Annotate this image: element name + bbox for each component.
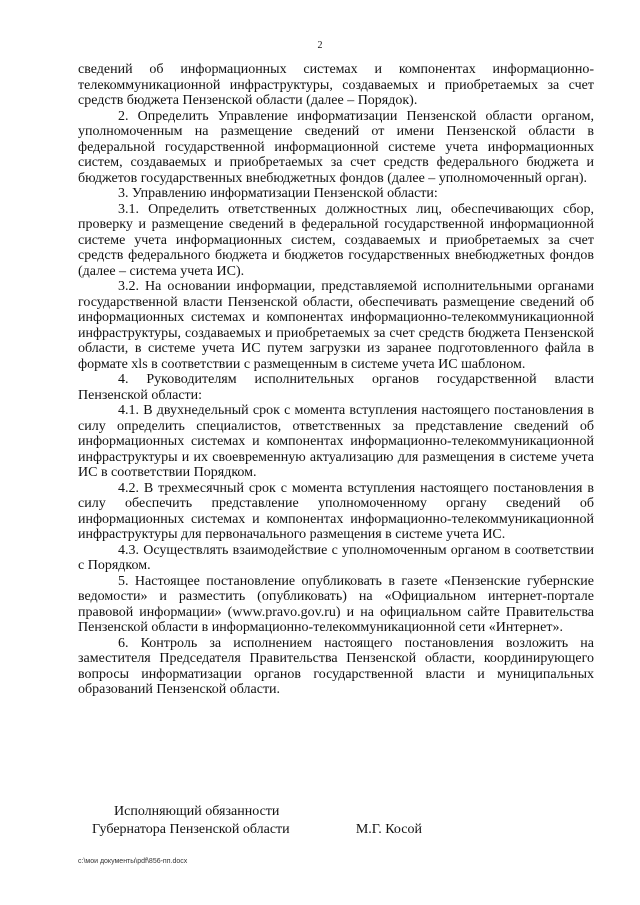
signature-position-line2 — [92, 821, 422, 839]
paragraph-3: 3. Управлению информатизации Пензенской области: — [118, 186, 438, 201]
paragraph-3-2: 3.2. На основании информации, представляемой исполнительными органами государственной власти Пензенской области, обеспечивать размещение сведений об информационных системах и компонентах информационно-телекоммуникационной инфраструктуры, создаваемых и приобретаемых за счет средств бюджета Пензенской области, в системе учета ИС путем загрузки из заранее подготовленного файла в формате xls в соответствии с размещенным в системе учета ИС шаблоном. — [78, 279, 594, 372]
paragraph-6: 6. Контроль за исполнением настоящего постановления возложить на заместителя Председателя Правительства Пензенской области, координирующего вопросы информатизации органов государственной власти и муниципальных образований Пензенской области. — [78, 635, 594, 697]
signatory-name: М.Г. Косой — [355, 822, 422, 837]
paragraph-4-3: 4.3. Осуществлять взаимодействие с уполномоченным органом в соответствии с Порядком. — [78, 542, 594, 573]
signature-position-title: Губернатора Пензенской области — [92, 822, 290, 837]
paragraph-3-1: 3.1. Определить ответственных должностных лиц, обеспечивающих сбор, проверку и размещение сведений в федеральной государственной информационной системе учета информационных систем, создаваемых и приобретаемых за счет средств федерального бюджета и бюджетов государственных внебюджетных фондов (далее – система учета ИС). — [78, 201, 594, 279]
signature-position-line1: Исполняющий обязанности — [114, 804, 280, 819]
paragraph-4-1: 4.1. В двухнедельный срок с момента вступления настоящего постановления в силу определить специалистов, ответственных за представление сведений об информационных системах и компонентах информационно-телекоммуникационной инфраструктуры и их своевременную актуализацию для размещения в системе учета ИС в соответствии Порядком. — [78, 403, 594, 480]
signature-block — [92, 803, 452, 839]
paragraph-5: 5. Настоящее постановление опубликовать в газете «Пензенские губернские ведомости» и разместить (опубликовать) на «Официальном интернет-портале правовой информации» (www.pravo.gov.ru) и на официальном сайте Правительства Пензенской области в информационно-телекоммуникационной сети «Интернет». — [78, 573, 594, 635]
document-body — [78, 62, 594, 698]
footer-file-path: c:\мои документы\pdf\856-пп.docx — [78, 858, 188, 865]
page-number: 2 — [317, 40, 323, 51]
paragraph-4-2: 4.2. В трехмесячный срок с момента вступления настоящего постановления в силу обеспечить представление уполномоченному органу сведений об информационных системах и компонентах информационно-телекоммуникационной инфраструктуры для первоначального размещения в системе учета ИС. — [78, 480, 594, 542]
paragraph-2: 2. Определить Управление информатизации Пензенской области органом, уполномоченным на размещение сведений от имени Пензенской области в федеральной государственной информационной системе учета информационных систем, создаваемых и приобретаемых за счет средств федерального бюджета и бюджетов государственных внебюджетных фондов (далее – уполномоченный орган). — [78, 108, 594, 186]
paragraph-4: 4. Руководителям исполнительных органов государственной власти Пензенской области: — [78, 372, 594, 403]
paragraph-intro-continuation: сведений об информационных системах и компонентах информационно-телекоммуникационной инфраструктуры, создаваемых и приобретаемых за счет средств бюджета Пензенской области (далее – Порядок). — [78, 62, 594, 108]
